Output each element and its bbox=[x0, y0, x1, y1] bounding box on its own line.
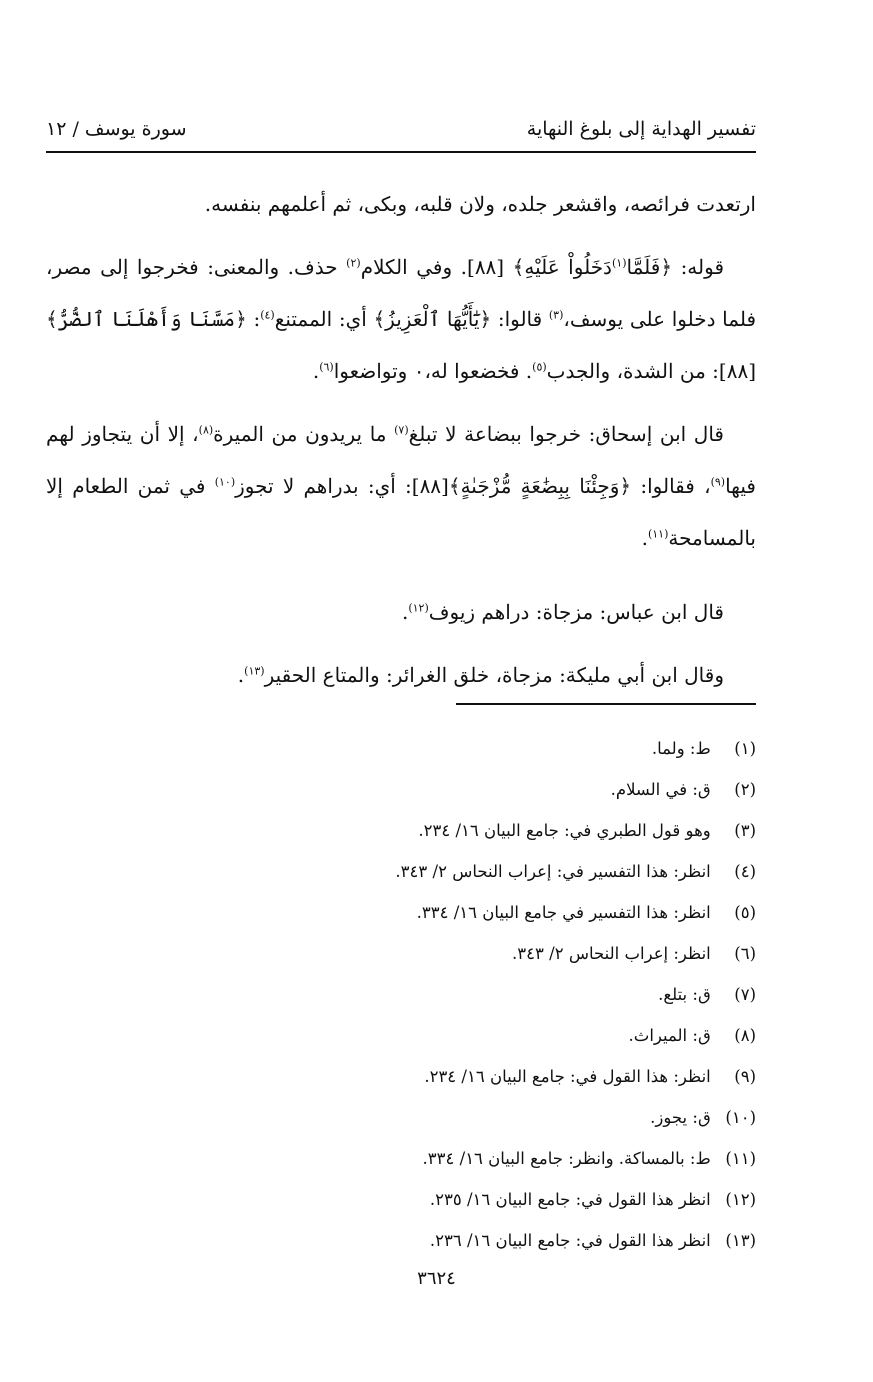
footnote: (١١) ط: بالمساكة. وانظر: جامع البيان ١٦/ ٣٣٤. bbox=[422, 1149, 756, 1168]
book-title: تفسير الهداية إلى بلوغ النهاية bbox=[526, 118, 756, 140]
paragraph-2: قوله: ﴿فَلَمَّا$^{(١)}$دَخَلُواْ عَلَيْهِ﴾ [٨٨]. وفي الكلام$^{(٢)}$ حذف. والمعنى: فخرجوا إلى مصر، فلما دخلوا على يوسف،$^{(٣)}$ قالوا: ﴿يَٰٓأَيُّهَا ٱلْعَزِيزُ﴾ أي: الممتنع$^{(٤)}$: ﴿مَسَّنَا وَأَهْلَنَا ٱلضُّرُّ﴾ [٨٨]: من الشدة، والجدب$^{(٥)}$. فخضعوا له،٠ وتواضعوا$^{(٦)}$. bbox=[46, 255, 757, 383]
running-header bbox=[46, 112, 756, 146]
header-rule bbox=[46, 151, 756, 153]
footnote: (٧) ق: بتلع. bbox=[658, 985, 756, 1004]
paragraph-4: قال ابن عباس: مزجاة: دراهم زيوف$^{(١٢)}$. bbox=[401, 600, 724, 624]
paragraph-3: قال ابن إسحاق: خرجوا ببضاعة لا تبلغ$^{(٧)}$ ما يريدون من الميرة$^{(٨)}$، إلا أن يتجاوز لهم فيها$^{(٩)}$، فقالوا: ﴿وَجِئْنَا بِبِضَٰعَةٍ مُّزْجَىٰةٍ﴾[٨٨]: أي: بدراهم لا تجوز$^{(١٠)}$ في ثمن الطعام إلا بالمسامحة$^{(١١)}$. bbox=[46, 422, 756, 550]
footnote-marker-1: (١) bbox=[611, 256, 627, 270]
footnote: (٦) انظر: إعراب النحاس ٢/ ٣٤٣. bbox=[512, 944, 756, 963]
footnote: (٨) ق: الميراث. bbox=[628, 1026, 756, 1045]
footnote-marker-2: (٢) bbox=[346, 256, 361, 270]
footnote-marker-7: (٧) bbox=[394, 423, 409, 437]
footnote-marker-9: (٩) bbox=[710, 475, 726, 489]
footnote-marker-5: (٥) bbox=[532, 360, 547, 374]
footnote-marker-10: (١٠) bbox=[214, 475, 236, 489]
main-text bbox=[46, 178, 756, 701]
footnote-marker-8: (٨) bbox=[198, 423, 214, 437]
footnote: (١٢) انظر هذا القول في: جامع البيان ١٦/ ٢٣٥. bbox=[429, 1190, 756, 1209]
page-number: ٣٦٢٤ bbox=[417, 1268, 456, 1289]
footnote-separator bbox=[456, 703, 756, 705]
paragraph-1: ارتعدت فرائصه، واقشعر جلده، ولان قلبه، وبكى، ثم أعلمهم بنفسه. bbox=[204, 192, 756, 216]
paragraph-5: وقال ابن أبي مليكة: مزجاة، خلق الغرائر: والمتاع الحقير$^{(١٣)}$. bbox=[237, 663, 724, 687]
footnote-marker-13: (١٣) bbox=[244, 664, 265, 678]
footnote: (١٠) ق: يجوز. bbox=[650, 1108, 756, 1127]
footnote-marker-11: (١١) bbox=[647, 527, 669, 541]
surah-label: سورة يوسف / ١٢ bbox=[46, 118, 187, 140]
footnote: (٩) انظر: هذا القول في: جامع البيان ١٦/ ٢٣٤. bbox=[424, 1067, 756, 1086]
footnote: (١) ط: ولما. bbox=[651, 739, 756, 758]
footnote: (٣) وهو قول الطبري في: جامع البيان ١٦/ ٢٣٤. bbox=[418, 821, 756, 840]
footnote-marker-4: (٤) bbox=[260, 308, 275, 322]
footnotes-list bbox=[200, 728, 756, 1261]
footnote-marker-6: (٦) bbox=[319, 360, 334, 374]
footnote: (١٣) انظر هذا القول في: جامع البيان ١٦/ ٢٣٦. bbox=[429, 1231, 756, 1250]
footnote: (٤) انظر: هذا التفسير في: إعراب النحاس ٢/ ٣٤٣. bbox=[395, 862, 756, 881]
footnote-marker-3: (٣) bbox=[548, 308, 564, 322]
footnote: (٢) ق: في السلام. bbox=[610, 780, 756, 799]
footnote: (٥) انظر: هذا التفسير في جامع البيان ١٦/ ٣٣٤. bbox=[416, 903, 756, 922]
footnote-marker-12: (١٢) bbox=[408, 601, 429, 615]
